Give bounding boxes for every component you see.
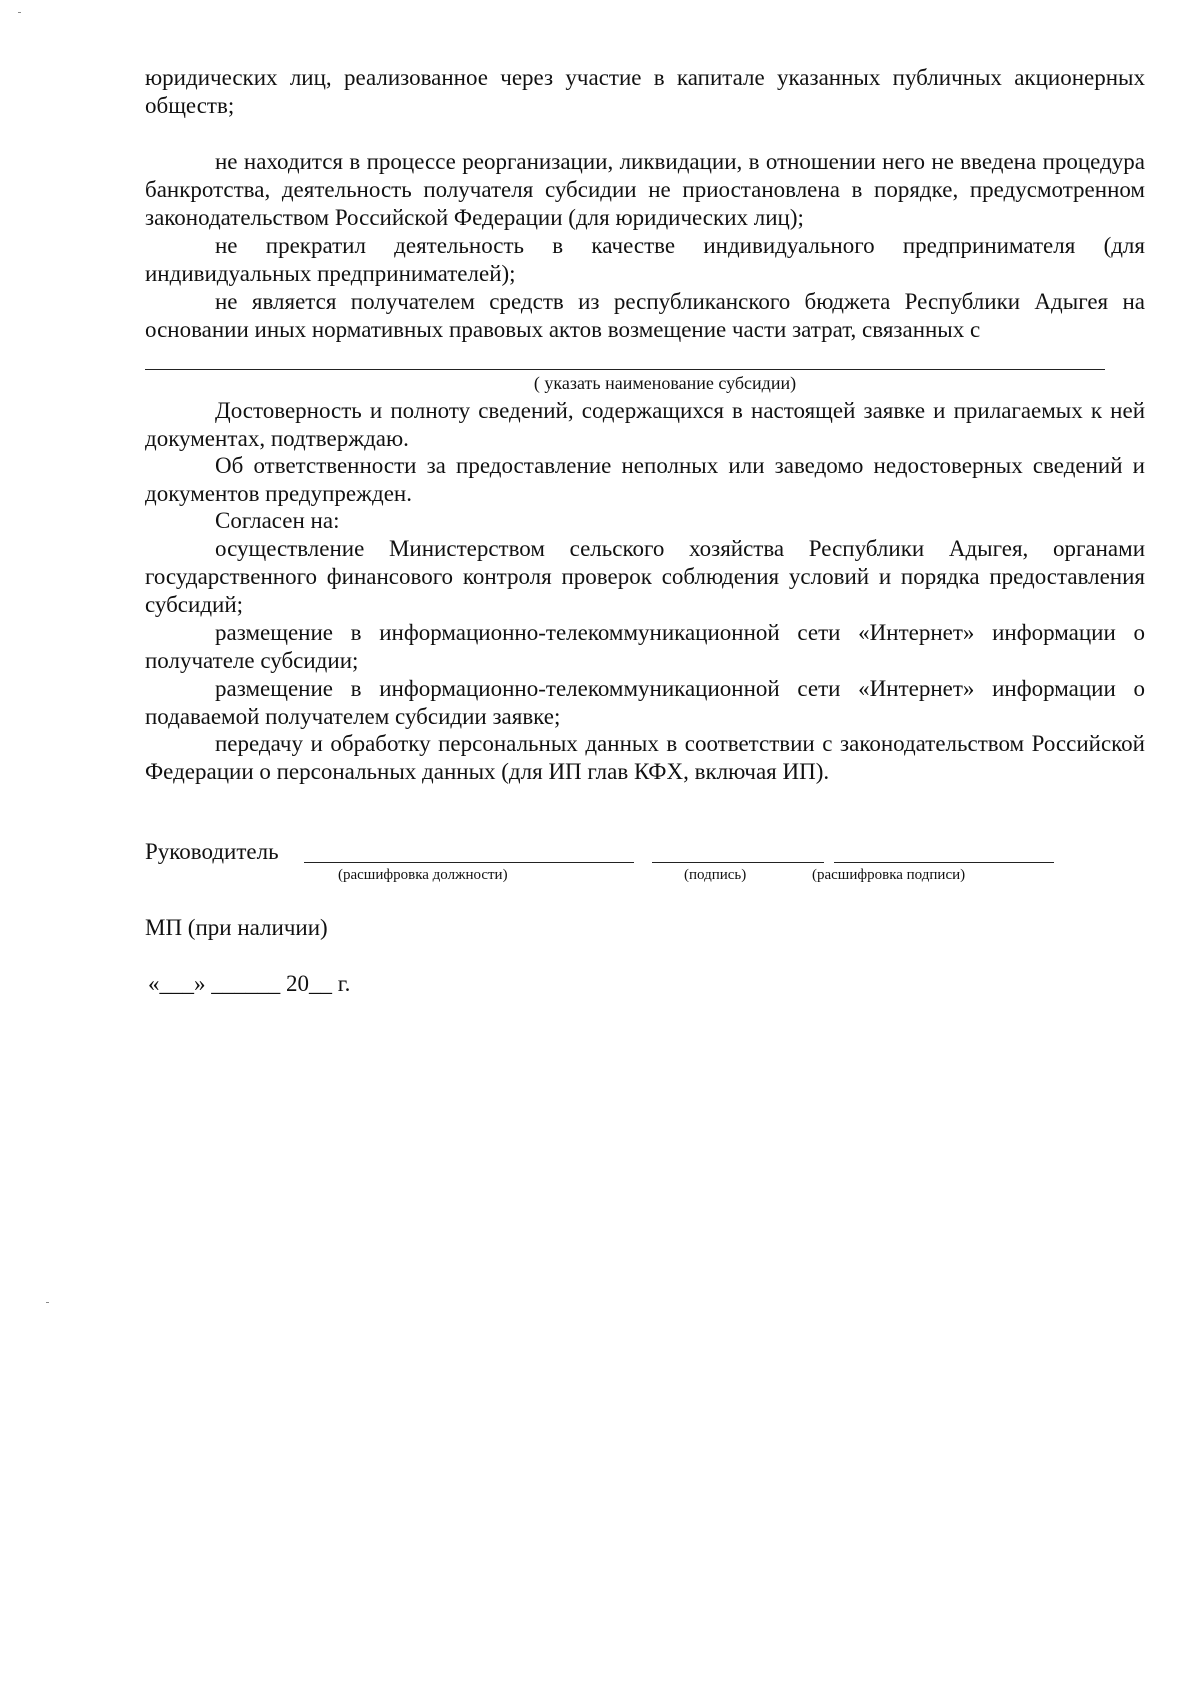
paragraph-budget-funds: не является получателем средств из республиканского бюджета Республики Адыгея на основании иных нормативных правовых актов возмещение части затрат, связанных с <box>145 289 1145 342</box>
paragraph-personal-data: передачу и обработку персональных данных в соответствии с законодательством Российской Федерации о персональных данных (для ИП глав КФХ, включая ИП). <box>145 731 1145 784</box>
date-line: «___» ______ 20__ г. <box>148 971 351 996</box>
subsidy-name-caption: ( указать наименование субсидии) <box>533 373 797 393</box>
name-line <box>834 862 1054 863</box>
paragraph-publish-recipient: размещение в информационно-телекоммуникационной сети «Интернет» информации о получателе субсидии; <box>145 620 1145 673</box>
paragraph-confirmation: Достоверность и полноту сведений, содержащихся в настоящей заявке и прилагаемых к ней документах, подтверждаю. <box>145 398 1145 451</box>
stamp-label: МП (при наличии) <box>145 915 328 940</box>
subsidy-name-line <box>145 369 1105 370</box>
paragraph-reorganization: не находится в процессе реорганизации, ликвидации, в отношении него не введена процедура банкротства, деятельность получателя субсидии не приостановлена в порядке, предусмотренном законодательством Российской Федерации (для юридических лиц); <box>145 149 1145 230</box>
scan-mark <box>18 12 21 13</box>
paragraph-publish-application: размещение в информационно-телекоммуникационной сети «Интернет» информации о подаваемой получателем субсидии заявке; <box>145 676 1145 729</box>
signature-label: Руководитель <box>145 839 279 864</box>
paragraph-agree: Согласен на: <box>215 508 340 533</box>
paragraph-legal-entities: юридических лиц, реализованное через участие в капитале указанных публичных акционерных обществ; <box>145 65 1145 118</box>
name-caption: (расшифровка подписи) <box>812 867 966 883</box>
position-caption: (расшифровка должности) <box>338 867 508 883</box>
position-line <box>304 862 634 863</box>
signature-caption: (подпись) <box>684 867 747 883</box>
paragraph-responsibility: Об ответственности за предоставление неполных или заведомо недостоверных сведений и документов предупрежден. <box>145 453 1145 506</box>
paragraph-inspections: осуществление Министерством сельского хозяйства Республики Адыгея, органами государственного финансового контроля проверок соблюдения условий и порядка предоставления субсидий; <box>145 536 1145 617</box>
signature-line <box>652 862 824 863</box>
paragraph-individual-entrepreneur: не прекратил деятельность в качестве индивидуального предпринимателя (для индивидуальных предпринимателей); <box>145 233 1145 286</box>
scan-mark <box>46 1302 49 1303</box>
